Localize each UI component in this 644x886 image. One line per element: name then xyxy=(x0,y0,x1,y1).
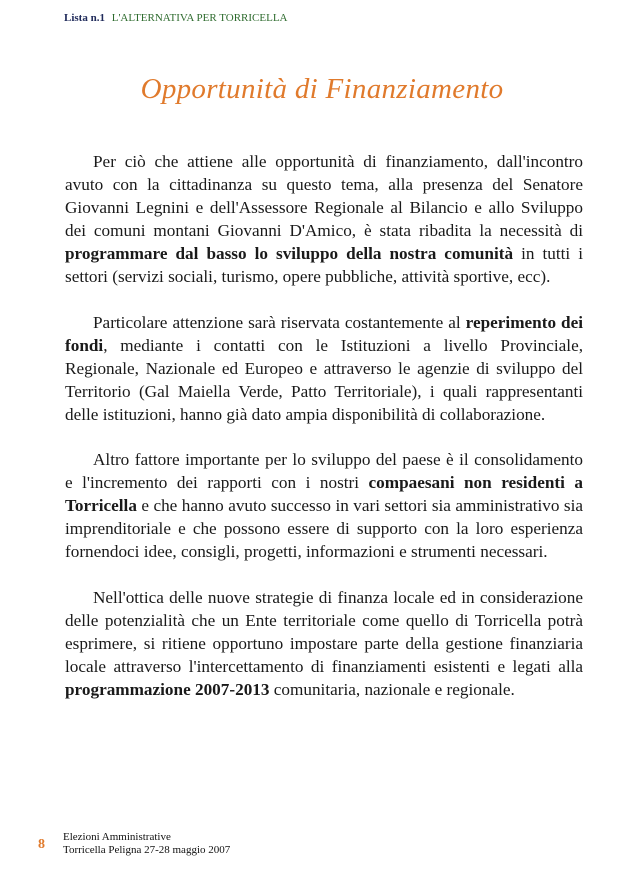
text-run: Particolare attenzione sarà riservata costantemente al xyxy=(93,312,466,332)
paragraph-2 xyxy=(65,311,583,426)
paragraph-4 xyxy=(65,586,583,701)
emphasis: programmare dal basso lo sviluppo della nostra comunità xyxy=(65,244,514,264)
text-run: Nell'ottica delle nuove strategie di finanza locale ed in considerazione delle potenzialità che un Ente territoriale come quello di Torricella potrà esprimere, si ritiene opportuno impostare parte della gestione finanziaria locale attraverso l'intercettamento di finanziamenti esistenti e legati alla xyxy=(65,587,583,676)
running-header xyxy=(64,12,287,24)
paragraph-3 xyxy=(65,448,583,563)
footer-text xyxy=(63,831,230,857)
body-text xyxy=(65,150,583,723)
emphasis: reperimento dei fondi xyxy=(65,312,584,355)
emphasis: compaesani non residenti a Torricella xyxy=(65,473,583,516)
footer-line-2: Torricella Peligna 27-28 maggio 2007 xyxy=(63,844,231,856)
text-run: in tutti i settori (servizi sociali, turismo, opere pubbliche, attività sportive, ecc). xyxy=(65,244,583,287)
paragraph-1 xyxy=(65,150,583,289)
text-run: Per ciò che attiene alle opportunità di finanziamento, dall'incontro avuto con la cittadinanza su questo tema, alla presenza del Senatore Giovanni Legnini e dell'Assessore Regionale al Bilancio e allo Sviluppo dei comuni montani Giovanni D'Amico, è stata ribadita la necessità di xyxy=(65,152,583,241)
emphasis: programmazione 2007-2013 xyxy=(65,679,270,699)
page-title: Opportunità di Finanziamento xyxy=(140,73,504,105)
footer-line-1: Elezioni Amministrative xyxy=(63,831,171,843)
text-run: e che hanno avuto successo in vari settori sia amministrativo sia imprenditoriale e che possono essere di supporto con la loro esperienza fornendoci idee, consigli, progetti, informazioni e strumenti necessari. xyxy=(65,496,583,562)
list-name: L'ALTERNATIVA PER TORRICELLA xyxy=(111,12,288,24)
text-run: Altro fattore importante per lo sviluppo del paese è il consolidamento e l'incremento dei rapporti con i nostri xyxy=(65,450,583,493)
list-label: Lista n.1 xyxy=(64,12,105,24)
text-run: comunitaria, nazionale e regionale. xyxy=(269,679,515,699)
page-number: 8 xyxy=(38,837,45,852)
text-run: , mediante i contatti con le Istituzioni a livello Provinciale, Regionale, Nazionale ed Europeo e attraverso le agenzie di sviluppo del Territorio (Gal Maiella Verde, Patto Territoriale), i quali rappresentanti delle istituzioni, hanno già dato ampia disponibilità di collaborazione. xyxy=(65,335,583,424)
